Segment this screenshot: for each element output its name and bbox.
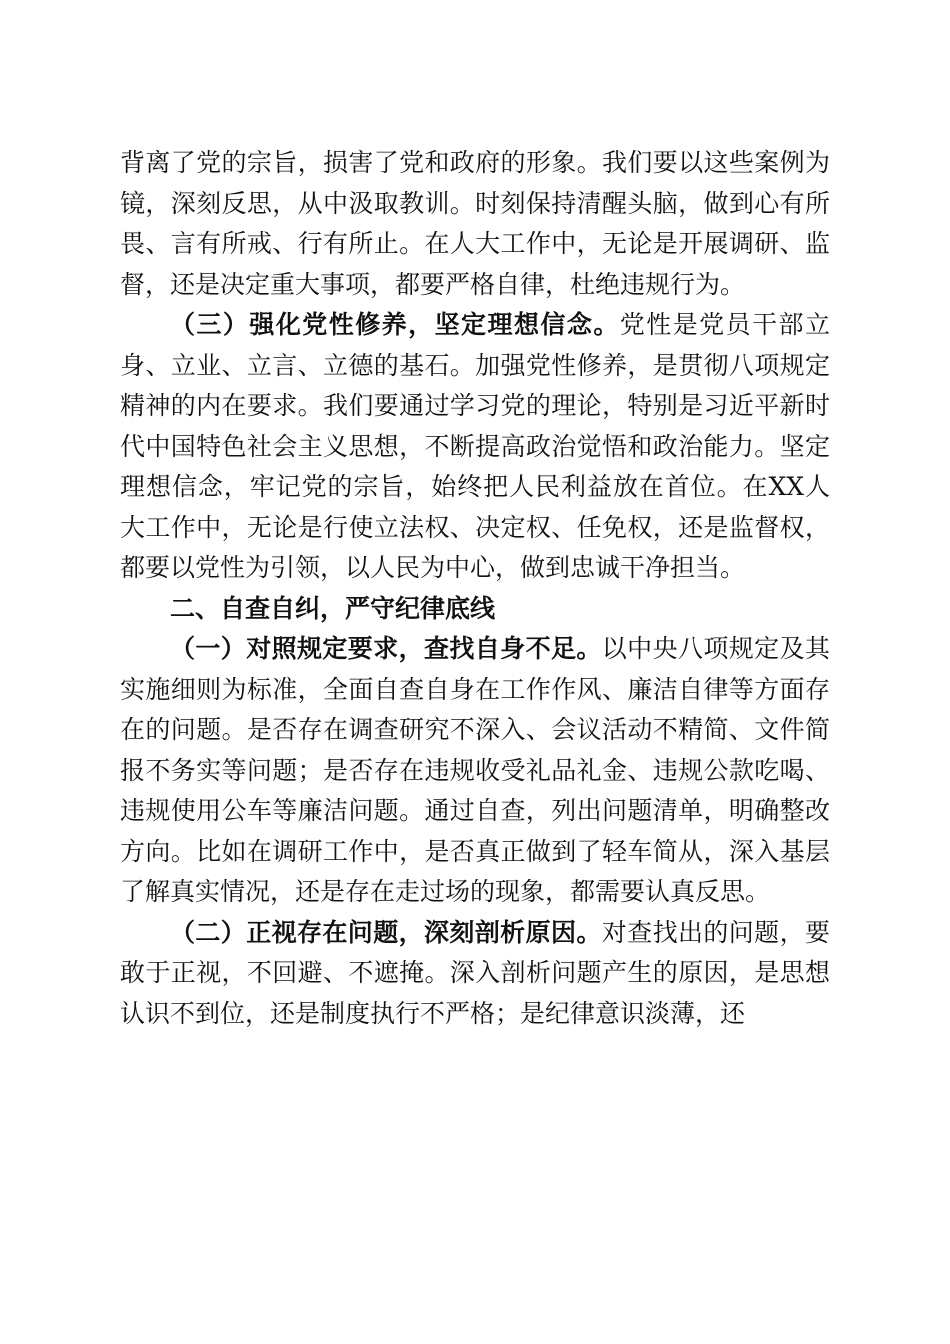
paragraph-text: 以中央八项规定及其实施细则为标准，全面自查自身在工作作风、廉洁自律等方面存在的问题。是否存在调查研究不深入、会议活动不精简、文件简报不务实等问题；是否存在违规收受礼品礼金、违规公款吃喝、违规使用公车等廉洁问题。通过自查，列出问题清单，明确整改方向。比如在调研工作中，是否真正做到了轻车简从，深入基层了解真实情况，还是存在走过场的现象，都需要认真反思。 (120, 634, 830, 906)
paragraph-continuation (120, 143, 830, 305)
paragraph-text: 背离了党的宗旨，损害了党和政府的形象。我们要以这些案例为镜，深刻反思，从中汲取教训。时刻保持清醒头脑，做到心有所畏、言有所戒、行有所止。在人大工作中，无论是开展调研、监督，还是决定重大事项，都要严格自律，杜绝违规行为。 (120, 148, 830, 299)
paragraph-text: 党性是党员干部立身、立业、立言、立德的基石。加强党性修养，是贯彻八项规定精神的内在要求。我们要通过学习党的理论，特别是习近平新时代中国特色社会主义思想，不断提高政治觉悟和政治能力。坚定理想信念，牢记党的宗旨，始终把人民利益放在首位。在XX人大工作中，无论是行使立法权、决定权、任免权，还是监督权，都要以党性为引领，以人民为中心，做到忠诚干净担当。 (120, 310, 830, 582)
paragraph-lead: （一）对照规定要求，查找自身不足。 (170, 634, 602, 663)
paragraph-self-check (120, 629, 830, 913)
section-heading: 二、自查自纠，严守纪律底线 (170, 593, 496, 623)
paragraph-strengthen-party-spirit (120, 305, 830, 589)
paragraph-lead: （二）正视存在问题，深刻剖析原因。 (170, 917, 602, 947)
paragraph-lead: （三）强化党性修养，坚定理想信念。 (170, 310, 620, 339)
paragraph-analyze-causes (120, 913, 830, 1035)
paragraph-text: 对查找出的问题，要敢于正视，不回避、不遮掩。深入剖析问题产生的原因，是思想认识不到位，还是制度执行不严格；是纪律意识淡薄，还 (120, 917, 830, 1028)
document-page (120, 143, 830, 1034)
